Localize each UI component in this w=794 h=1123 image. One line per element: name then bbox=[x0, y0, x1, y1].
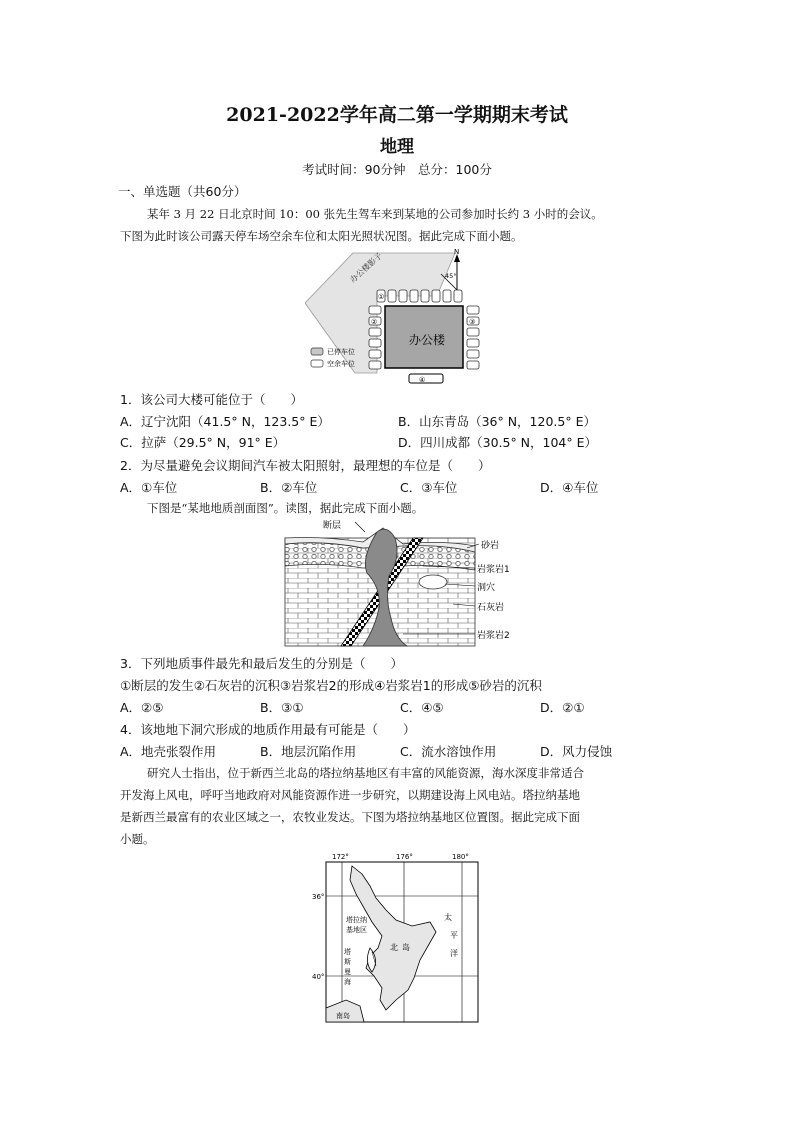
spot-4-label: ④ bbox=[419, 376, 426, 384]
q3-items: ①断层的发生②石灰岩的沉积③岩浆岩2的形成④岩浆岩1的形成⑤砂岩的沉积 bbox=[120, 678, 542, 693]
pacific-label-3: 洋 bbox=[450, 949, 458, 958]
lat-36: 36° bbox=[312, 893, 325, 901]
legend-empty: 空余车位 bbox=[327, 360, 355, 368]
passage3-line2: 开发海上风电，呼吁当地政府对风能资源作进一步研究，以期建设海上风电站。塔拉纳基地 bbox=[120, 788, 580, 802]
q4-option-a[interactable]: A．地壳张裂作用 bbox=[120, 744, 217, 759]
q4-option-b[interactable]: B．地层沉陷作用 bbox=[260, 744, 357, 759]
q3-option-c[interactable]: C．④⑤ bbox=[400, 700, 444, 715]
region-label-1: 塔拉纳 bbox=[346, 916, 367, 924]
tasman-label-3: 曼 bbox=[344, 968, 351, 976]
limestone-label: 石灰岩 bbox=[477, 603, 505, 613]
south-island-label: 南岛 bbox=[336, 1012, 350, 1020]
sandstone-label: 砂岩 bbox=[481, 541, 500, 551]
geology-section-figure bbox=[283, 518, 523, 648]
subject-title: 地理 bbox=[380, 137, 414, 157]
magma1-label: 岩浆岩1 bbox=[477, 565, 510, 575]
section-heading: 一、单选题（共60分） bbox=[118, 184, 247, 199]
shadow-label: 办公楼影子 bbox=[348, 251, 385, 285]
q2-option-d[interactable]: D．④车位 bbox=[540, 480, 599, 495]
tasman-label-2: 斯 bbox=[344, 958, 351, 966]
q4-option-d[interactable]: D．风力侵蚀 bbox=[540, 744, 613, 759]
q1-option-c[interactable]: C．拉萨（29.5° N，91° E） bbox=[120, 435, 286, 450]
legend-parked: 已停车位 bbox=[327, 348, 355, 356]
cave bbox=[419, 575, 447, 589]
q4-option-c[interactable]: C．流水溶蚀作用 bbox=[400, 744, 497, 759]
q3-option-d[interactable]: D．②① bbox=[540, 700, 585, 715]
tasman-label-4: 海 bbox=[344, 978, 351, 986]
lon-172: 172° bbox=[332, 853, 349, 861]
lon-180: 180° bbox=[452, 853, 469, 861]
tasman-label-1: 塔 bbox=[344, 948, 351, 956]
lon-176: 176° bbox=[396, 853, 413, 861]
pacific-label-2: 平 bbox=[450, 931, 458, 940]
passage3-line3: 是新西兰最富有的农业区域之一，农牧业发达。下图为塔拉纳基地区位置图。据此完成下面 bbox=[120, 810, 580, 824]
q2-option-a[interactable]: A．①车位 bbox=[120, 480, 178, 495]
right-column-spots bbox=[467, 306, 479, 369]
cave-label: 洞穴 bbox=[477, 583, 496, 593]
region-label-2: 基地区 bbox=[346, 926, 367, 934]
passage2-line1: 下图是“某地地质剖面图”。读图，据此完成下面小题。 bbox=[147, 501, 424, 515]
parking-lot-figure bbox=[305, 248, 490, 388]
q1-option-d[interactable]: D．四川成都（30.5° N，104° E） bbox=[398, 435, 598, 450]
fault-label: 断层 bbox=[323, 521, 342, 531]
q2-stem: 2．为尽量避免会议期间汽车被太阳照射，最理想的车位是（ ） bbox=[120, 458, 491, 473]
exam-info: 考试时间：90分钟 总分：100分 bbox=[302, 162, 492, 177]
passage1-line2: 下图为此时该公司露天停车场空余车位和太阳光照状况图。据此完成下面小题。 bbox=[120, 229, 523, 243]
spot-1-label: ① bbox=[378, 293, 385, 301]
q4-stem: 4．该地地下洞穴形成的地质作用最有可能是（ ） bbox=[120, 722, 416, 737]
building-label: 办公楼 bbox=[409, 333, 446, 347]
q3-option-b[interactable]: B．③① bbox=[260, 700, 304, 715]
exam-title: 2021-2022学年高二第一学期期末考试 bbox=[226, 104, 568, 126]
magma2-label: 岩浆岩2 bbox=[477, 631, 510, 641]
north-island-label-2: 岛 bbox=[402, 943, 410, 952]
spot-3-label: ③ bbox=[469, 318, 476, 326]
q3-option-a[interactable]: A．②⑤ bbox=[120, 700, 164, 715]
q1-option-a[interactable]: A．辽宁沈阳（41.5° N，123.5° E） bbox=[120, 414, 330, 429]
q3-stem: 3．下列地质事件最先和最后发生的分别是（ ） bbox=[120, 656, 403, 671]
spot-2-label: ② bbox=[371, 318, 378, 326]
q1-option-b[interactable]: B．山东青岛（36° N，120.5° E） bbox=[398, 414, 596, 429]
q1-stem: 1．该公司大楼可能位于（ ） bbox=[120, 392, 303, 407]
q2-option-c[interactable]: C．③车位 bbox=[400, 480, 458, 495]
legend-parked-swatch bbox=[311, 348, 323, 355]
q2-option-b[interactable]: B．②车位 bbox=[260, 480, 318, 495]
north-label: N bbox=[454, 248, 460, 256]
angle-label: 45° bbox=[445, 272, 457, 280]
passage1-line1: 某年 3 月 22 日北京时间 10：00 张先生驾车来到某地的公司参加时长约 3 小时的会议。 bbox=[147, 207, 603, 221]
spot-4 bbox=[409, 374, 443, 383]
north-island-label-1: 北 bbox=[390, 943, 398, 952]
taranaki-map-figure bbox=[312, 850, 484, 1025]
legend-empty-swatch bbox=[311, 360, 323, 367]
lat-40: 40° bbox=[312, 973, 325, 981]
pacific-label-1: 太 bbox=[444, 913, 452, 922]
passage3-line4: 小题。 bbox=[120, 832, 155, 846]
passage3-line1: 研究人士指出，位于新西兰北岛的塔拉纳基地区有丰富的风能资源，海水深度非常适合 bbox=[147, 766, 584, 780]
